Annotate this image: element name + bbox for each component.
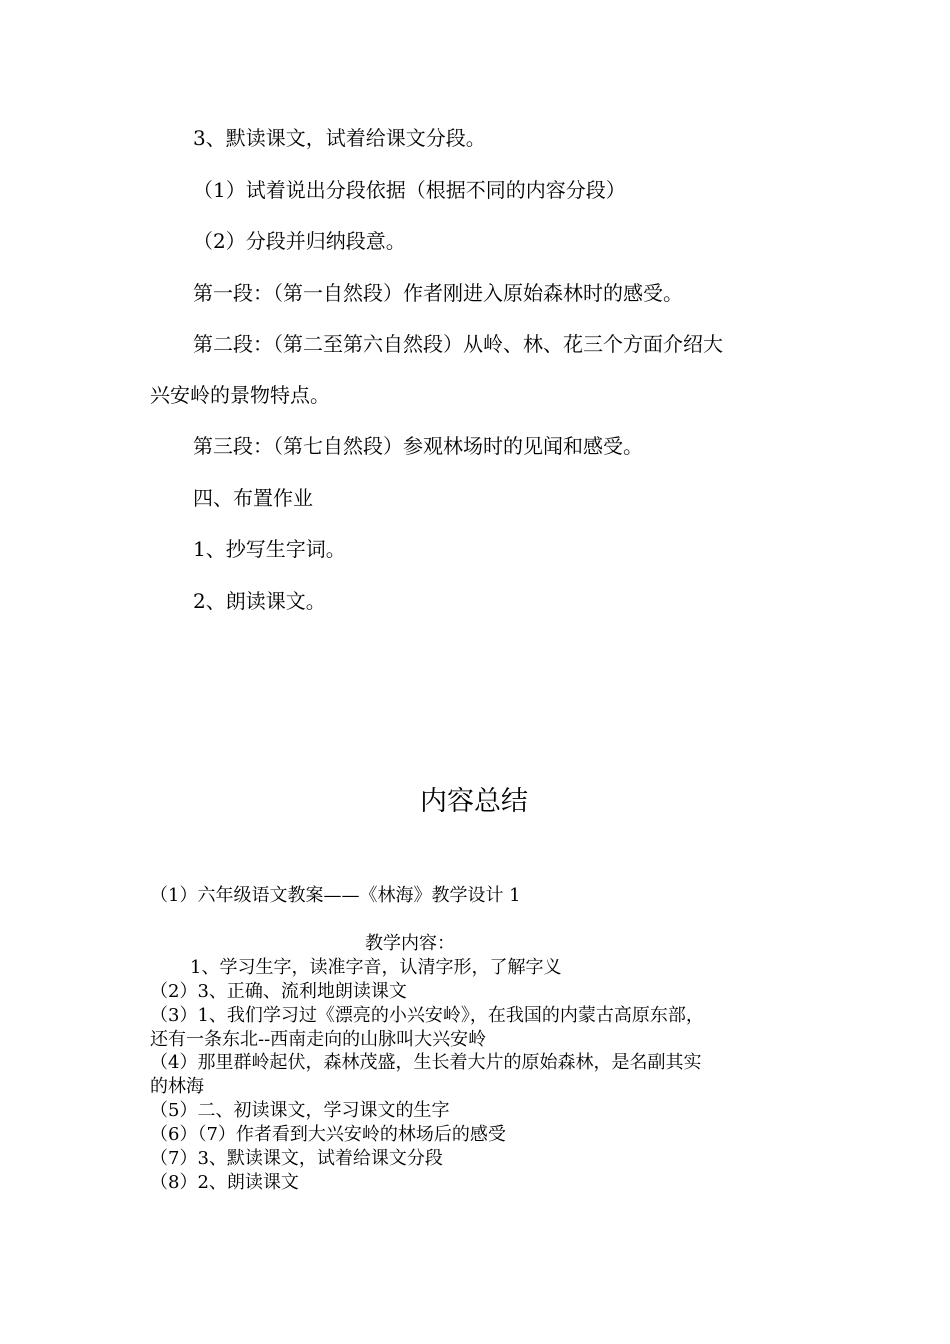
paragraph-line: 1、抄写生字词。 <box>193 537 346 561</box>
summary-line: （5）二、初读课文，学习课文的生字 <box>150 1100 450 1121</box>
paragraph-line: （2）分段并归纳段意。 <box>193 229 406 253</box>
paragraph-line: （1）试着说出分段依据（根据不同的内容分段） <box>193 178 626 202</box>
paragraph-line: 第二段：（第二至第六自然段）从岭、林、花三个方面介绍大 <box>193 332 723 356</box>
paragraph-line: 兴安岭的景物特点。 <box>150 383 330 407</box>
summary-line: 1、学习生字，读准字音，认清字形，了解字义 <box>190 957 562 978</box>
paragraph-line: 四、布置作业 <box>193 486 313 510</box>
paragraph-line: 第一段：（第一自然段）作者刚进入原始森林时的感受。 <box>193 281 683 305</box>
paragraph-line: 3、默读课文，试着给课文分段。 <box>193 126 486 150</box>
summary-line: （4）那里群岭起伏，森林茂盛，生长着大片的原始森林，是名副其实 <box>150 1052 702 1073</box>
summary-line: （6）（7）作者看到大兴安岭的林场后的感受 <box>150 1124 506 1145</box>
paragraph-line: 2、朗读课文。 <box>193 589 326 613</box>
summary-line: （7）3、默读课文，试着给课文分段 <box>150 1148 443 1169</box>
summary-line: （8）2、朗读课文 <box>150 1172 299 1193</box>
summary-line: （2）3、正确、流利地朗读课文 <box>150 981 407 1002</box>
summary-line: （3）1、我们学习过《漂亮的小兴安岭》，在我国的内蒙古高原东部， <box>150 1005 704 1026</box>
paragraph-line: 第三段：（第七自然段）参观林场时的见闻和感受。 <box>193 434 643 458</box>
summary-title: 内容总结 <box>420 786 528 817</box>
summary-line: 教学内容： <box>365 933 455 954</box>
summary-line: （1）六年级语文教案——《林海》教学设计 1 <box>150 885 521 906</box>
summary-line: 还有一条东北--西南走向的山脉叫大兴安岭 <box>150 1029 487 1050</box>
summary-line: 的林海 <box>150 1076 204 1097</box>
